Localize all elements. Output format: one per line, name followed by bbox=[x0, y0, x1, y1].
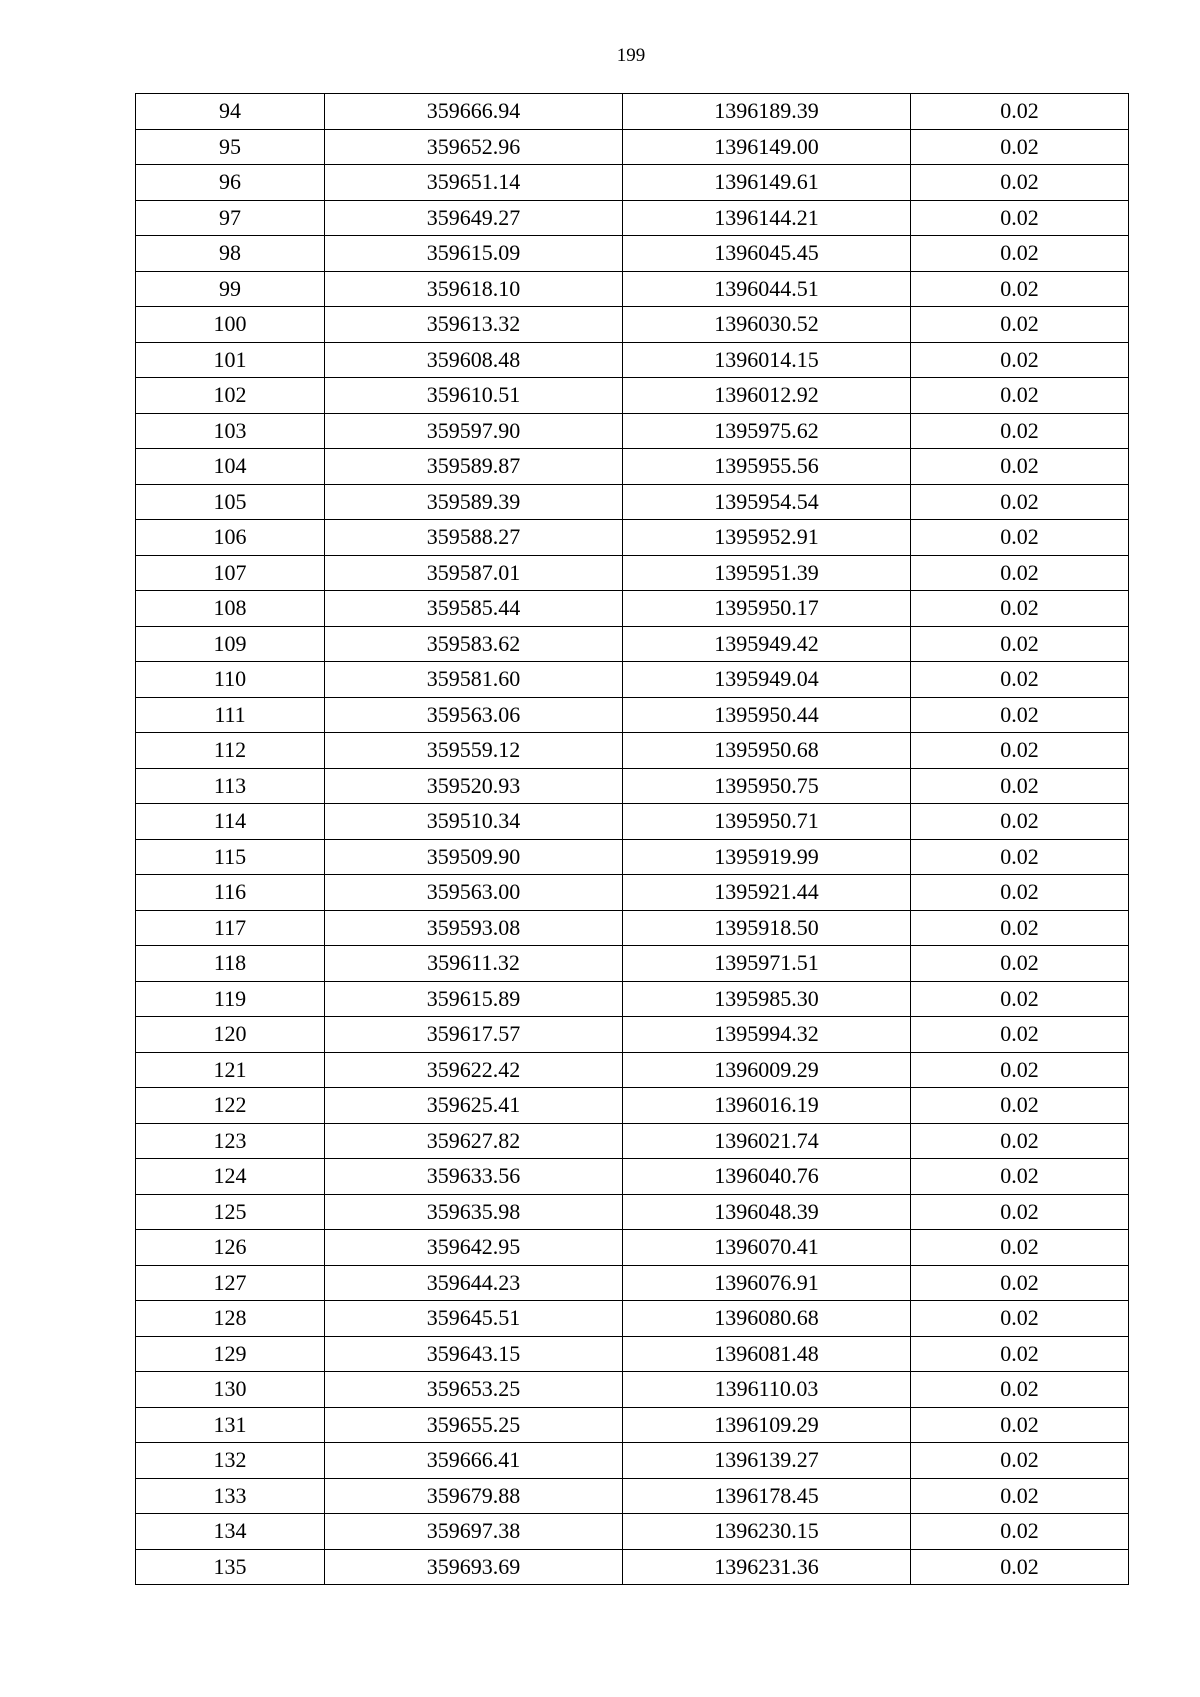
y-coordinate-cell: 1396189.39 bbox=[623, 94, 911, 130]
y-coordinate-cell: 1395950.71 bbox=[623, 804, 911, 840]
point-number-cell: 107 bbox=[136, 555, 325, 591]
table-row bbox=[136, 413, 1129, 449]
table-row bbox=[136, 1123, 1129, 1159]
y-coordinate-cell: 1396021.74 bbox=[623, 1123, 911, 1159]
point-number-cell: 127 bbox=[136, 1265, 325, 1301]
x-coordinate-cell: 359510.34 bbox=[325, 804, 623, 840]
point-number-cell: 94 bbox=[136, 94, 325, 130]
x-coordinate-cell: 359651.14 bbox=[325, 165, 623, 201]
value-cell: 0.02 bbox=[911, 697, 1129, 733]
value-cell: 0.02 bbox=[911, 129, 1129, 165]
table-row bbox=[136, 1301, 1129, 1337]
x-coordinate-cell: 359589.39 bbox=[325, 484, 623, 520]
point-number-cell: 113 bbox=[136, 768, 325, 804]
x-coordinate-cell: 359563.06 bbox=[325, 697, 623, 733]
table-row bbox=[136, 271, 1129, 307]
y-coordinate-cell: 1395950.68 bbox=[623, 733, 911, 769]
y-coordinate-cell: 1395918.50 bbox=[623, 910, 911, 946]
table-row bbox=[136, 626, 1129, 662]
value-cell: 0.02 bbox=[911, 378, 1129, 414]
x-coordinate-cell: 359585.44 bbox=[325, 591, 623, 627]
y-coordinate-cell: 1396040.76 bbox=[623, 1159, 911, 1195]
point-number-cell: 106 bbox=[136, 520, 325, 556]
value-cell: 0.02 bbox=[911, 662, 1129, 698]
point-number-cell: 120 bbox=[136, 1017, 325, 1053]
point-number-cell: 103 bbox=[136, 413, 325, 449]
x-coordinate-cell: 359655.25 bbox=[325, 1407, 623, 1443]
y-coordinate-cell: 1396109.29 bbox=[623, 1407, 911, 1443]
x-coordinate-cell: 359563.00 bbox=[325, 875, 623, 911]
table-row bbox=[136, 342, 1129, 378]
y-coordinate-cell: 1396178.45 bbox=[623, 1478, 911, 1514]
table-row bbox=[136, 1159, 1129, 1195]
y-coordinate-cell: 1395950.44 bbox=[623, 697, 911, 733]
table-row bbox=[136, 1336, 1129, 1372]
y-coordinate-cell: 1395919.99 bbox=[623, 839, 911, 875]
x-coordinate-cell: 359617.57 bbox=[325, 1017, 623, 1053]
table-row bbox=[136, 662, 1129, 698]
y-coordinate-cell: 1396231.36 bbox=[623, 1549, 911, 1585]
y-coordinate-cell: 1396081.48 bbox=[623, 1336, 911, 1372]
y-coordinate-cell: 1395921.44 bbox=[623, 875, 911, 911]
table-row bbox=[136, 733, 1129, 769]
x-coordinate-cell: 359608.48 bbox=[325, 342, 623, 378]
value-cell: 0.02 bbox=[911, 946, 1129, 982]
value-cell: 0.02 bbox=[911, 449, 1129, 485]
y-coordinate-cell: 1396070.41 bbox=[623, 1230, 911, 1266]
x-coordinate-cell: 359509.90 bbox=[325, 839, 623, 875]
value-cell: 0.02 bbox=[911, 981, 1129, 1017]
point-number-cell: 124 bbox=[136, 1159, 325, 1195]
x-coordinate-cell: 359653.25 bbox=[325, 1372, 623, 1408]
value-cell: 0.02 bbox=[911, 236, 1129, 272]
y-coordinate-cell: 1395954.54 bbox=[623, 484, 911, 520]
table-row bbox=[136, 768, 1129, 804]
value-cell: 0.02 bbox=[911, 94, 1129, 130]
point-number-cell: 118 bbox=[136, 946, 325, 982]
x-coordinate-cell: 359627.82 bbox=[325, 1123, 623, 1159]
point-number-cell: 132 bbox=[136, 1443, 325, 1479]
point-number-cell: 112 bbox=[136, 733, 325, 769]
table-row bbox=[136, 1407, 1129, 1443]
point-number-cell: 108 bbox=[136, 591, 325, 627]
point-number-cell: 131 bbox=[136, 1407, 325, 1443]
point-number-cell: 109 bbox=[136, 626, 325, 662]
point-number-cell: 125 bbox=[136, 1194, 325, 1230]
point-number-cell: 135 bbox=[136, 1549, 325, 1585]
value-cell: 0.02 bbox=[911, 591, 1129, 627]
x-coordinate-cell: 359642.95 bbox=[325, 1230, 623, 1266]
y-coordinate-cell: 1396009.29 bbox=[623, 1052, 911, 1088]
point-number-cell: 115 bbox=[136, 839, 325, 875]
y-coordinate-cell: 1395952.91 bbox=[623, 520, 911, 556]
x-coordinate-cell: 359615.09 bbox=[325, 236, 623, 272]
x-coordinate-cell: 359520.93 bbox=[325, 768, 623, 804]
table-row bbox=[136, 839, 1129, 875]
table-row bbox=[136, 1017, 1129, 1053]
y-coordinate-cell: 1396230.15 bbox=[623, 1514, 911, 1550]
point-number-cell: 100 bbox=[136, 307, 325, 343]
value-cell: 0.02 bbox=[911, 1159, 1129, 1195]
y-coordinate-cell: 1395971.51 bbox=[623, 946, 911, 982]
value-cell: 0.02 bbox=[911, 1088, 1129, 1124]
value-cell: 0.02 bbox=[911, 484, 1129, 520]
value-cell: 0.02 bbox=[911, 307, 1129, 343]
value-cell: 0.02 bbox=[911, 1478, 1129, 1514]
value-cell: 0.02 bbox=[911, 1443, 1129, 1479]
y-coordinate-cell: 1395950.75 bbox=[623, 768, 911, 804]
table-row bbox=[136, 236, 1129, 272]
x-coordinate-cell: 359625.41 bbox=[325, 1088, 623, 1124]
x-coordinate-cell: 359643.15 bbox=[325, 1336, 623, 1372]
y-coordinate-cell: 1396149.00 bbox=[623, 129, 911, 165]
point-number-cell: 122 bbox=[136, 1088, 325, 1124]
y-coordinate-cell: 1396044.51 bbox=[623, 271, 911, 307]
value-cell: 0.02 bbox=[911, 1407, 1129, 1443]
x-coordinate-cell: 359618.10 bbox=[325, 271, 623, 307]
table-row bbox=[136, 307, 1129, 343]
value-cell: 0.02 bbox=[911, 1372, 1129, 1408]
table-row bbox=[136, 1265, 1129, 1301]
x-coordinate-cell: 359611.32 bbox=[325, 946, 623, 982]
point-number-cell: 130 bbox=[136, 1372, 325, 1408]
x-coordinate-cell: 359610.51 bbox=[325, 378, 623, 414]
point-number-cell: 133 bbox=[136, 1478, 325, 1514]
x-coordinate-cell: 359633.56 bbox=[325, 1159, 623, 1195]
table-row bbox=[136, 200, 1129, 236]
x-coordinate-cell: 359581.60 bbox=[325, 662, 623, 698]
value-cell: 0.02 bbox=[911, 1052, 1129, 1088]
point-number-cell: 134 bbox=[136, 1514, 325, 1550]
point-number-cell: 129 bbox=[136, 1336, 325, 1372]
x-coordinate-cell: 359613.32 bbox=[325, 307, 623, 343]
y-coordinate-cell: 1395994.32 bbox=[623, 1017, 911, 1053]
table-row bbox=[136, 1549, 1129, 1585]
y-coordinate-cell: 1396110.03 bbox=[623, 1372, 911, 1408]
table-row bbox=[136, 484, 1129, 520]
value-cell: 0.02 bbox=[911, 875, 1129, 911]
point-number-cell: 97 bbox=[136, 200, 325, 236]
table-row bbox=[136, 910, 1129, 946]
table-row bbox=[136, 875, 1129, 911]
point-number-cell: 121 bbox=[136, 1052, 325, 1088]
point-number-cell: 128 bbox=[136, 1301, 325, 1337]
x-coordinate-cell: 359615.89 bbox=[325, 981, 623, 1017]
y-coordinate-cell: 1395950.17 bbox=[623, 591, 911, 627]
y-coordinate-cell: 1395985.30 bbox=[623, 981, 911, 1017]
y-coordinate-cell: 1396016.19 bbox=[623, 1088, 911, 1124]
value-cell: 0.02 bbox=[911, 804, 1129, 840]
table-row bbox=[136, 378, 1129, 414]
point-number-cell: 99 bbox=[136, 271, 325, 307]
value-cell: 0.02 bbox=[911, 626, 1129, 662]
y-coordinate-cell: 1395949.42 bbox=[623, 626, 911, 662]
table-row bbox=[136, 1230, 1129, 1266]
point-number-cell: 101 bbox=[136, 342, 325, 378]
table-row bbox=[136, 591, 1129, 627]
value-cell: 0.02 bbox=[911, 555, 1129, 591]
point-number-cell: 95 bbox=[136, 129, 325, 165]
x-coordinate-cell: 359587.01 bbox=[325, 555, 623, 591]
point-number-cell: 110 bbox=[136, 662, 325, 698]
value-cell: 0.02 bbox=[911, 1514, 1129, 1550]
table-row bbox=[136, 981, 1129, 1017]
value-cell: 0.02 bbox=[911, 733, 1129, 769]
table-row bbox=[136, 1194, 1129, 1230]
point-number-cell: 96 bbox=[136, 165, 325, 201]
y-coordinate-cell: 1396012.92 bbox=[623, 378, 911, 414]
table-row bbox=[136, 1088, 1129, 1124]
table-row bbox=[136, 1443, 1129, 1479]
point-number-cell: 126 bbox=[136, 1230, 325, 1266]
x-coordinate-cell: 359588.27 bbox=[325, 520, 623, 556]
x-coordinate-cell: 359644.23 bbox=[325, 1265, 623, 1301]
y-coordinate-cell: 1396014.15 bbox=[623, 342, 911, 378]
value-cell: 0.02 bbox=[911, 1017, 1129, 1053]
point-number-cell: 116 bbox=[136, 875, 325, 911]
point-number-cell: 98 bbox=[136, 236, 325, 272]
x-coordinate-cell: 359597.90 bbox=[325, 413, 623, 449]
table-row bbox=[136, 165, 1129, 201]
x-coordinate-cell: 359697.38 bbox=[325, 1514, 623, 1550]
table-row bbox=[136, 1514, 1129, 1550]
point-number-cell: 123 bbox=[136, 1123, 325, 1159]
table-row bbox=[136, 449, 1129, 485]
y-coordinate-cell: 1396080.68 bbox=[623, 1301, 911, 1337]
value-cell: 0.02 bbox=[911, 200, 1129, 236]
value-cell: 0.02 bbox=[911, 1549, 1129, 1585]
y-coordinate-cell: 1396139.27 bbox=[623, 1443, 911, 1479]
value-cell: 0.02 bbox=[911, 1194, 1129, 1230]
value-cell: 0.02 bbox=[911, 342, 1129, 378]
table-row bbox=[136, 1372, 1129, 1408]
x-coordinate-cell: 359666.94 bbox=[325, 94, 623, 130]
value-cell: 0.02 bbox=[911, 413, 1129, 449]
x-coordinate-cell: 359593.08 bbox=[325, 910, 623, 946]
y-coordinate-cell: 1395949.04 bbox=[623, 662, 911, 698]
value-cell: 0.02 bbox=[911, 768, 1129, 804]
x-coordinate-cell: 359559.12 bbox=[325, 733, 623, 769]
table-row bbox=[136, 555, 1129, 591]
value-cell: 0.02 bbox=[911, 1265, 1129, 1301]
x-coordinate-cell: 359622.42 bbox=[325, 1052, 623, 1088]
point-number-cell: 111 bbox=[136, 697, 325, 733]
y-coordinate-cell: 1396144.21 bbox=[623, 200, 911, 236]
table-row bbox=[136, 697, 1129, 733]
x-coordinate-cell: 359583.62 bbox=[325, 626, 623, 662]
y-coordinate-cell: 1396045.45 bbox=[623, 236, 911, 272]
coordinates-table bbox=[135, 93, 1129, 1585]
table-row bbox=[136, 1052, 1129, 1088]
y-coordinate-cell: 1395955.56 bbox=[623, 449, 911, 485]
point-number-cell: 114 bbox=[136, 804, 325, 840]
point-number-cell: 105 bbox=[136, 484, 325, 520]
y-coordinate-cell: 1395951.39 bbox=[623, 555, 911, 591]
y-coordinate-cell: 1396076.91 bbox=[623, 1265, 911, 1301]
x-coordinate-cell: 359666.41 bbox=[325, 1443, 623, 1479]
x-coordinate-cell: 359652.96 bbox=[325, 129, 623, 165]
value-cell: 0.02 bbox=[911, 910, 1129, 946]
table-row bbox=[136, 129, 1129, 165]
table-row bbox=[136, 804, 1129, 840]
y-coordinate-cell: 1396149.61 bbox=[623, 165, 911, 201]
x-coordinate-cell: 359649.27 bbox=[325, 200, 623, 236]
x-coordinate-cell: 359693.69 bbox=[325, 1549, 623, 1585]
x-coordinate-cell: 359589.87 bbox=[325, 449, 623, 485]
value-cell: 0.02 bbox=[911, 1123, 1129, 1159]
x-coordinate-cell: 359679.88 bbox=[325, 1478, 623, 1514]
x-coordinate-cell: 359645.51 bbox=[325, 1301, 623, 1337]
point-number-cell: 119 bbox=[136, 981, 325, 1017]
value-cell: 0.02 bbox=[911, 520, 1129, 556]
y-coordinate-cell: 1396048.39 bbox=[623, 1194, 911, 1230]
value-cell: 0.02 bbox=[911, 839, 1129, 875]
table-row bbox=[136, 520, 1129, 556]
y-coordinate-cell: 1395975.62 bbox=[623, 413, 911, 449]
value-cell: 0.02 bbox=[911, 1336, 1129, 1372]
value-cell: 0.02 bbox=[911, 271, 1129, 307]
page-number: 199 bbox=[616, 45, 646, 66]
point-number-cell: 117 bbox=[136, 910, 325, 946]
table-row bbox=[136, 946, 1129, 982]
coordinates-table-body bbox=[136, 94, 1129, 1585]
value-cell: 0.02 bbox=[911, 165, 1129, 201]
y-coordinate-cell: 1396030.52 bbox=[623, 307, 911, 343]
point-number-cell: 102 bbox=[136, 378, 325, 414]
value-cell: 0.02 bbox=[911, 1301, 1129, 1337]
x-coordinate-cell: 359635.98 bbox=[325, 1194, 623, 1230]
point-number-cell: 104 bbox=[136, 449, 325, 485]
table-row bbox=[136, 1478, 1129, 1514]
value-cell: 0.02 bbox=[911, 1230, 1129, 1266]
table-row bbox=[136, 94, 1129, 130]
